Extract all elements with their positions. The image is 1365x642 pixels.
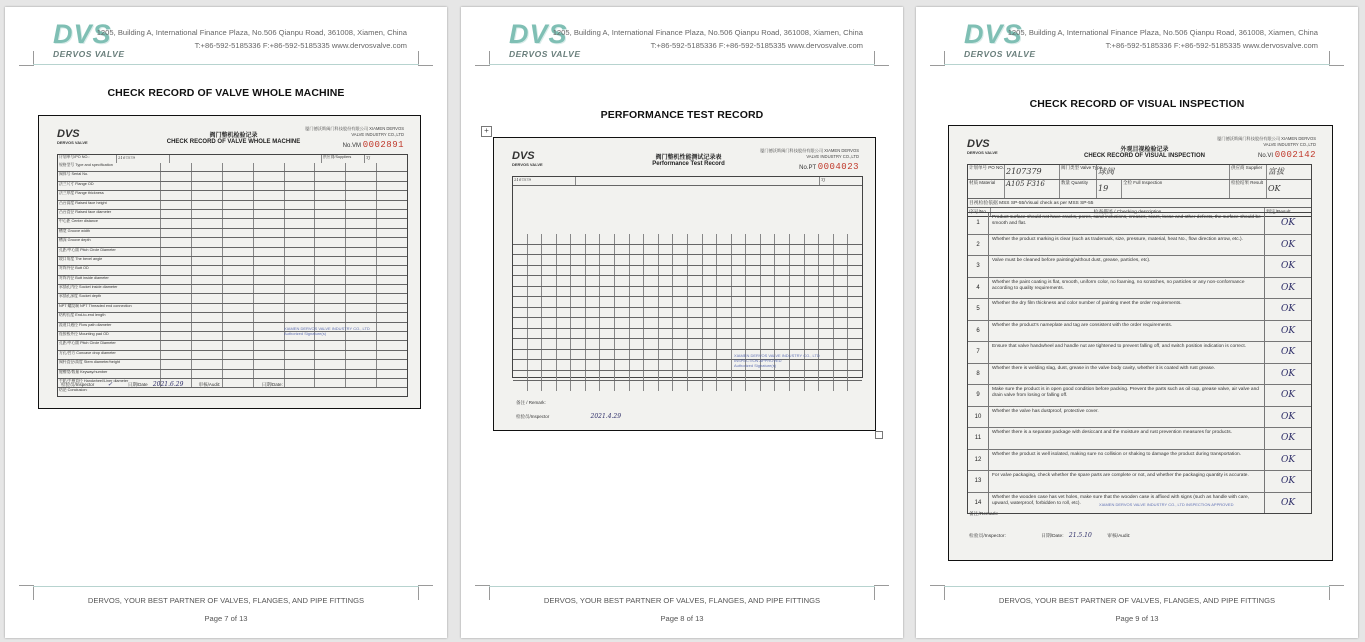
record-table-row: NPT 螺纹端 NPT Threaded end connection (58, 303, 407, 312)
record-table-row: 阀杆直径/高度 Stem diameter/height (58, 359, 407, 368)
document-page (916, 7, 1358, 638)
item-description: Make sure the product is in open good condition before packing. Prevent the parts such as oil cup, grease valve, air valve and drain valve from losing or falling off. (992, 387, 1259, 398)
item-result: OK (1264, 364, 1311, 385)
header-contact: T:+86-592-5185336 F:+86-592-5185335 www.dervosvalve.com (194, 41, 407, 50)
item-result: OK (1264, 428, 1311, 449)
record-table-row: 连接板外径 Mounting pad OD (58, 331, 407, 340)
item-description: Whether the valve has dustproof, protective cover. (992, 408, 1099, 414)
item-result: OK (1264, 235, 1311, 256)
record-table-row: 阀体号 Serial No. (58, 171, 407, 180)
document-page (461, 7, 903, 638)
company-logo (509, 21, 589, 59)
inspection-item-row (968, 384, 1311, 406)
remark-line: 备注 / Remark: (516, 400, 546, 405)
header-divider (489, 64, 875, 65)
inspection-item-row (968, 298, 1311, 320)
page-title: CHECK RECORD OF VALVE WHOLE MACHINE (107, 87, 345, 99)
test-table-row (513, 234, 862, 244)
scan-serial-number: No.VI 0002142 (1258, 150, 1316, 160)
footer-divider (489, 586, 875, 587)
record-table-row: 方孔/凹方 Concave drop diameter (58, 350, 407, 359)
inspection-item-row (968, 341, 1311, 363)
item-description: Whether the product is well isolated, making sure no collision or shaking to damage the product during transportation. (992, 451, 1242, 457)
test-table-row (513, 380, 862, 391)
scanned-record-image[interactable] (38, 115, 421, 409)
item-result: OK (1264, 450, 1311, 471)
item-description: Whether the wooden case has vet holes, make sure that the wooden case is affixed with signs (such as handle with care, upward, waterproof, forbidden to roll, etc). (992, 494, 1249, 506)
item-description: Whether the product marking is clear (such as trademark, size, pressure, material, heat No., flow direction arrow, etc.). (992, 236, 1243, 242)
test-table-row (513, 244, 862, 255)
inspection-item-row (968, 427, 1311, 449)
approval-stamp: XIAMEN DERVOS VALVE INDUSTRY CO., LTD Authorized Signature(s) (284, 326, 370, 336)
item-number: 11 (968, 428, 989, 449)
inspection-item-row (968, 320, 1311, 342)
record-table-row: 法兰厚度 Flange thickness (58, 190, 407, 199)
item-number: 5 (968, 299, 989, 320)
item-number: 12 (968, 450, 989, 471)
inspection-item-row (968, 213, 1311, 234)
logo-subtitle: DERVOS VALVE (509, 49, 581, 59)
company-logo (964, 21, 1044, 59)
record-table: 计划单号/PO NO.: 2107579 供应商/Suppliers TJ 规格型号 Type and specification 阀体号 Serial No. 法兰尺寸 Flange OD 法兰厚度 Flange thickness 凸台高度 Raised face height 凸台直径 Raised face diameter 中心距 Center distance 槽宽 Groove width 槽深 Groove depth 孔距/中心圆 Pitch Circle Diameter 坡口角度 The bevel angle 对焊外径 Butt OD 对焊内径 Butt inside diameter 承插孔内径 Socket inside diameter 承插孔深度 Socket depth NPT 螺纹端 NPT Threaded end connection 结构长度 End-to-end length 流道口通径 Flow path diameter 连接板外径 Mounting pad OD 孔距/中心圆 Pitch Circle Diameter 方孔/凹方 Concave drop diameter 阀杆直径/高度 Stem diameter/height 键槽宽/数量 Keyway/number 手轮/手柄直径 Handwheel/Liner diameter 结论 Conclusion: (57, 154, 408, 397)
record-table-row: 结构长度 End-to-end length (58, 312, 407, 321)
record-table-row: 对焊外径 Butt OD (58, 265, 407, 274)
item-number: 4 (968, 278, 989, 299)
crop-mark (19, 51, 34, 66)
page-title: PERFORMANCE TEST RECORD (600, 109, 764, 121)
item-number: 14 (968, 493, 989, 514)
scanned-record-image[interactable] (493, 137, 876, 431)
test-table: 2107579 TJ (512, 176, 863, 378)
item-number: 1 (968, 213, 989, 234)
test-table-row (513, 296, 862, 307)
item-result: OK (1264, 385, 1311, 406)
table-resize-handle[interactable] (875, 431, 883, 439)
item-description: Whether the paint coating is flat, smooth, uniform color, no foaming, no scratches, no particles or any non-conformance according to quality requirements. (992, 279, 1245, 291)
item-number: 3 (968, 256, 989, 277)
inspection-item-row (968, 255, 1311, 277)
scan-title: 阀门整机检验记录 CHECK RECORD OF VALVE WHOLE MACHINE (166, 133, 301, 145)
header-divider (33, 64, 419, 65)
footer-tagline: DERVOS, YOUR BEST PARTNER OF VALVES, FLANGES, AND PIPE FITTINGS (87, 596, 365, 605)
record-table-row: 流道口通径 Flow path diameter (58, 322, 407, 331)
record-table-row: 凸台高度 Raised face height (58, 200, 407, 209)
test-table-row (513, 370, 862, 381)
logo-mark: DVS (964, 19, 1023, 49)
logo-mark: DVS (509, 19, 568, 49)
record-table-row: 孔距/中心圆 Pitch Circle Diameter (58, 247, 407, 256)
inspection-item-row (968, 363, 1311, 385)
record-table-row: 键槽宽/数量 Keyway/number (58, 369, 407, 378)
scan-company: 厦门德沃斯阀门科技股份有限公司 XIAMEN DERVOS VALVE INDUSTRY CO.,LTD (760, 148, 859, 159)
signature-line: 检验员/Inspector ✓ 日期/Date 2021.6.29 审核/Audit: 日期/Date: (61, 381, 283, 388)
item-result: OK (1264, 493, 1311, 514)
scanned-record-image[interactable] (948, 125, 1333, 561)
crop-mark (475, 51, 490, 66)
scan-company: 厦门德沃斯阀门科技股份有限公司 XIAMEN DERVOS VALVE INDUSTRY CO.,LTD (1217, 136, 1316, 147)
item-number: 13 (968, 471, 989, 492)
crop-mark (1329, 51, 1344, 66)
item-number: 8 (968, 364, 989, 385)
item-result: OK (1264, 342, 1311, 363)
item-result: OK (1264, 213, 1311, 234)
item-description: For valve packaging, check whether the spare parts are complete or not, and whether the packaging quantity is accurate. (992, 473, 1249, 478)
record-table-row: 坡口角度 The bevel angle (58, 256, 407, 265)
logo-subtitle: DERVOS VALVE (53, 49, 125, 59)
test-table-row (513, 307, 862, 318)
item-description: Ensure that valve handwheel and handle nut are tightened to prevent falling off, and switch position indication is correct. (992, 344, 1247, 349)
test-table-row (513, 317, 862, 328)
item-number: 7 (968, 342, 989, 363)
inspection-item-row (968, 449, 1311, 471)
crop-mark (874, 51, 889, 66)
item-number: 2 (968, 235, 989, 256)
table-move-handle[interactable]: + (481, 126, 492, 137)
document-page (5, 7, 447, 638)
record-table-row: 承插孔内径 Socket inside diameter (58, 284, 407, 293)
record-table-row: 对焊内径 Butt inside diameter (58, 275, 407, 284)
record-table-row: 承插孔深度 Socket depth (58, 293, 407, 302)
test-table-row (513, 275, 862, 286)
scan-header (967, 134, 1322, 162)
logo-mark: DVS (53, 19, 112, 49)
approval-stamp: XIAMEN DERVOS VALVE INDUSTRY CO., LTD INSPECTION APPROVED (1099, 502, 1234, 507)
item-description: Product surface should not have cracks, pores, sand inclusions, creases, scars, loose and other defects, the surface should be smooth and flat. (992, 215, 1261, 226)
item-result: OK (1264, 278, 1311, 299)
footer-tagline: DERVOS, YOUR BEST PARTNER OF VALVES, FLANGES, AND PIPE FITTINGS (543, 596, 821, 605)
item-result: OK (1264, 471, 1311, 492)
header-address: 1205, Building A, International Finance Plaza, No.506 Qianpu Road, 361008, Xiamen, China (552, 28, 863, 37)
approval-stamp: XIAMEN DERVOS VALVE INDUSTRY CO., LTD INSPECTION APPROVED Authorized Signature(s) (734, 353, 820, 368)
crop-mark (930, 51, 945, 66)
record-table-row: 槽深 Groove depth (58, 237, 407, 246)
scan-logo: DVS DERVOS VALVE (512, 150, 543, 167)
record-table-row: 法兰尺寸 Flange OD (58, 181, 407, 190)
page-title: CHECK RECORD OF VISUAL INSPECTION (1029, 98, 1245, 110)
page-number: Page 9 of 13 (1115, 614, 1159, 623)
company-logo (53, 21, 133, 59)
header-address: 1205, Building A, International Finance Plaza, No.506 Qianpu Road, 361008, Xiamen, China (1007, 28, 1318, 37)
item-description: Valve must be cleaned before painting(without dust, grease, particles, etc). (992, 258, 1151, 263)
test-table-row (513, 286, 862, 297)
scan-header (512, 146, 865, 174)
header-contact: T:+86-592-5185336 F:+86-592-5185335 www.dervosvalve.com (1105, 41, 1318, 50)
test-table-row (513, 338, 862, 349)
header-divider (944, 64, 1330, 65)
crop-mark (418, 51, 433, 66)
scan-logo: DVS DERVOS VALVE (57, 128, 88, 145)
item-number: 9 (968, 385, 989, 406)
test-table-row (513, 328, 862, 339)
header-address: 1205, Building A, International Finance Plaza, No.506 Qianpu Road, 361008, Xiamen, China (96, 28, 407, 37)
inspection-item-row (968, 470, 1311, 492)
scan-header (57, 124, 410, 152)
item-result: OK (1264, 407, 1311, 428)
record-table-row: 孔距/中心圆 Pitch Circle Diameter (58, 340, 407, 349)
scan-logo: DVS DERVOS VALVE (967, 138, 998, 155)
item-description: Whether there is a separate package with desiccant and the moisture and rust prevention measures for products. (992, 430, 1232, 435)
record-table-row: 中心距 Center distance (58, 218, 407, 227)
inspection-item-row (968, 277, 1311, 299)
signature-line: 检验员/Inspector: 日期/Date: 21.5.10 审核/Audit: (969, 532, 1131, 539)
item-description: Whether the dry film thickness and color number of painting meet the order requirements. (992, 301, 1182, 306)
footer-tagline: DERVOS, YOUR BEST PARTNER OF VALVES, FLANGES, AND PIPE FITTINGS (998, 596, 1276, 605)
item-result: OK (1264, 321, 1311, 342)
record-table-row: 规格型号 Type and specification (58, 163, 407, 171)
record-table-row: 凸台直径 Raised face diameter (58, 209, 407, 218)
page-number: Page 8 of 13 (660, 614, 704, 623)
scan-title: 外观目视检验记录 CHECK RECORD OF VISUAL INSPECTION (1084, 147, 1205, 159)
remark-line: 备注/Remark: (969, 512, 999, 517)
footer-divider (33, 586, 419, 587)
logo-subtitle: DERVOS VALVE (964, 49, 1036, 59)
item-number: 6 (968, 321, 989, 342)
signature-line: 检验员/Inspector 2021.4.29 (516, 413, 622, 420)
inspection-item-row (968, 234, 1311, 256)
inspection-info-table: 计划单号 PO NO. 2107379 阀门类型 Valve Type 球阀 供应商 Supplier 富拔 材质 Material A105 F316 数量 Quantity 19 全检 Full Inspection 检验结果 Result OK 目视检验依据 MSS SP-55/Visual check as per MSS SP-55 序号/No 检查描述 / Checking description 判定/Result (967, 164, 1312, 217)
test-table-row (513, 265, 862, 276)
scan-company: 厦门德沃斯阀门科技股份有限公司 XIAMEN DERVOS VALVE INDUSTRY CO.,LTD (305, 126, 404, 137)
item-description: Whether there is welding slag, dust, grease in the valve body cavity, whether it is coated with rust grease. (992, 365, 1216, 371)
page-number: Page 7 of 13 (204, 614, 248, 623)
item-result: OK (1264, 299, 1311, 320)
record-table-row: 槽宽 Groove width (58, 228, 407, 237)
footer-divider (944, 586, 1330, 587)
header-contact: T:+86-592-5185336 F:+86-592-5185335 www.dervosvalve.com (650, 41, 863, 50)
scan-serial-number: No.PT 0004023 (799, 162, 859, 172)
scan-serial-number: No.VM 0002891 (342, 140, 404, 150)
item-description: Whether the product's nameplate and tag are consistent with the order requirements. (992, 322, 1173, 328)
scan-title: 阀门整机性能测试记录表 Performance Test Record (652, 155, 725, 167)
record-table-row: 手轮/手柄直径 Handwheel/Liner diameter (58, 378, 407, 387)
item-result: OK (1264, 256, 1311, 277)
inspection-items-list (967, 212, 1312, 514)
item-number: 10 (968, 407, 989, 428)
test-table-row (513, 254, 862, 265)
inspection-item-row (968, 406, 1311, 428)
